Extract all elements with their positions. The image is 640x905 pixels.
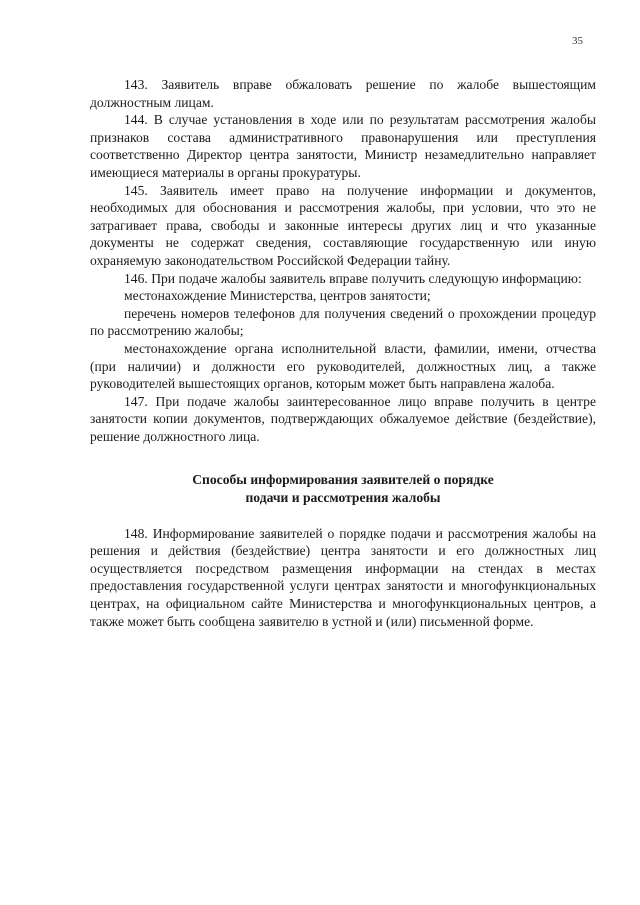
section-heading-line-2: подачи и рассмотрения жалобы <box>245 490 441 506</box>
paragraph-148: 148. Информирование заявителей о порядке подачи и рассмотрения жалобы на решения и действия (бездействие) центра занятости и его должностных лиц осуществляется посредством размещения информации на стендах в местах предоставления государственной услуги центрах занятости и многофункциональных центрах, на официальном сайте Министерства и многофункциональных центров, а также может быть сообщена заявителю в устной и (или) письменной форме. <box>90 525 596 629</box>
paragraph-143: 143. Заявитель вправе обжаловать решение по жалобе вышестоящим должностным лицам. <box>90 77 596 110</box>
list-item-authority-location: местонахождение органа исполнительной власти, фамилии, имени, отчества (при наличии) и должности его руководителей, должностных лиц, а также руководителей вышестоящих органов, которым может быть направлена жалоба. <box>90 340 596 392</box>
page-number: 35 <box>572 35 583 47</box>
list-item-phone-numbers: перечень номеров телефонов для получения сведений о прохождении процедур по рассмотрению жалобы; <box>90 305 596 339</box>
list-item-ministry-location: местонахождение Министерства, центров занятости; <box>124 288 431 304</box>
paragraph-144: 144. В случае установления в ходе или по результатам рассмотрения жалобы признаков состава административного правонарушения или преступления соответственно Директор центра занятости, Министр незамедлительно направляет имеющиеся материалы в органы прокуратуры. <box>90 112 596 180</box>
section-heading <box>90 471 596 506</box>
paragraph-146: 146. При подаче жалобы заявитель вправе получить следующую информацию: <box>124 270 582 286</box>
section-heading-line-1: Способы информирования заявителей о порядке <box>192 472 494 488</box>
paragraph-145: 145. Заявитель имеет право на получение информации и документов, необходимых для обоснования и рассмотрения жалобы, при условии, что это не затрагивает права, свободы и законные интересы других лиц и что указанные документы не содержат сведения, составляющие государственную или иную охраняемую законодательством Российской Федерации тайну. <box>90 182 596 268</box>
document-body <box>90 76 596 630</box>
paragraph-147: 147. При подаче жалобы заинтересованное лицо вправе получить в центре занятости копии документов, подтверждающих обжалуемое действие (бездействие), решение должностного лица. <box>90 393 596 444</box>
